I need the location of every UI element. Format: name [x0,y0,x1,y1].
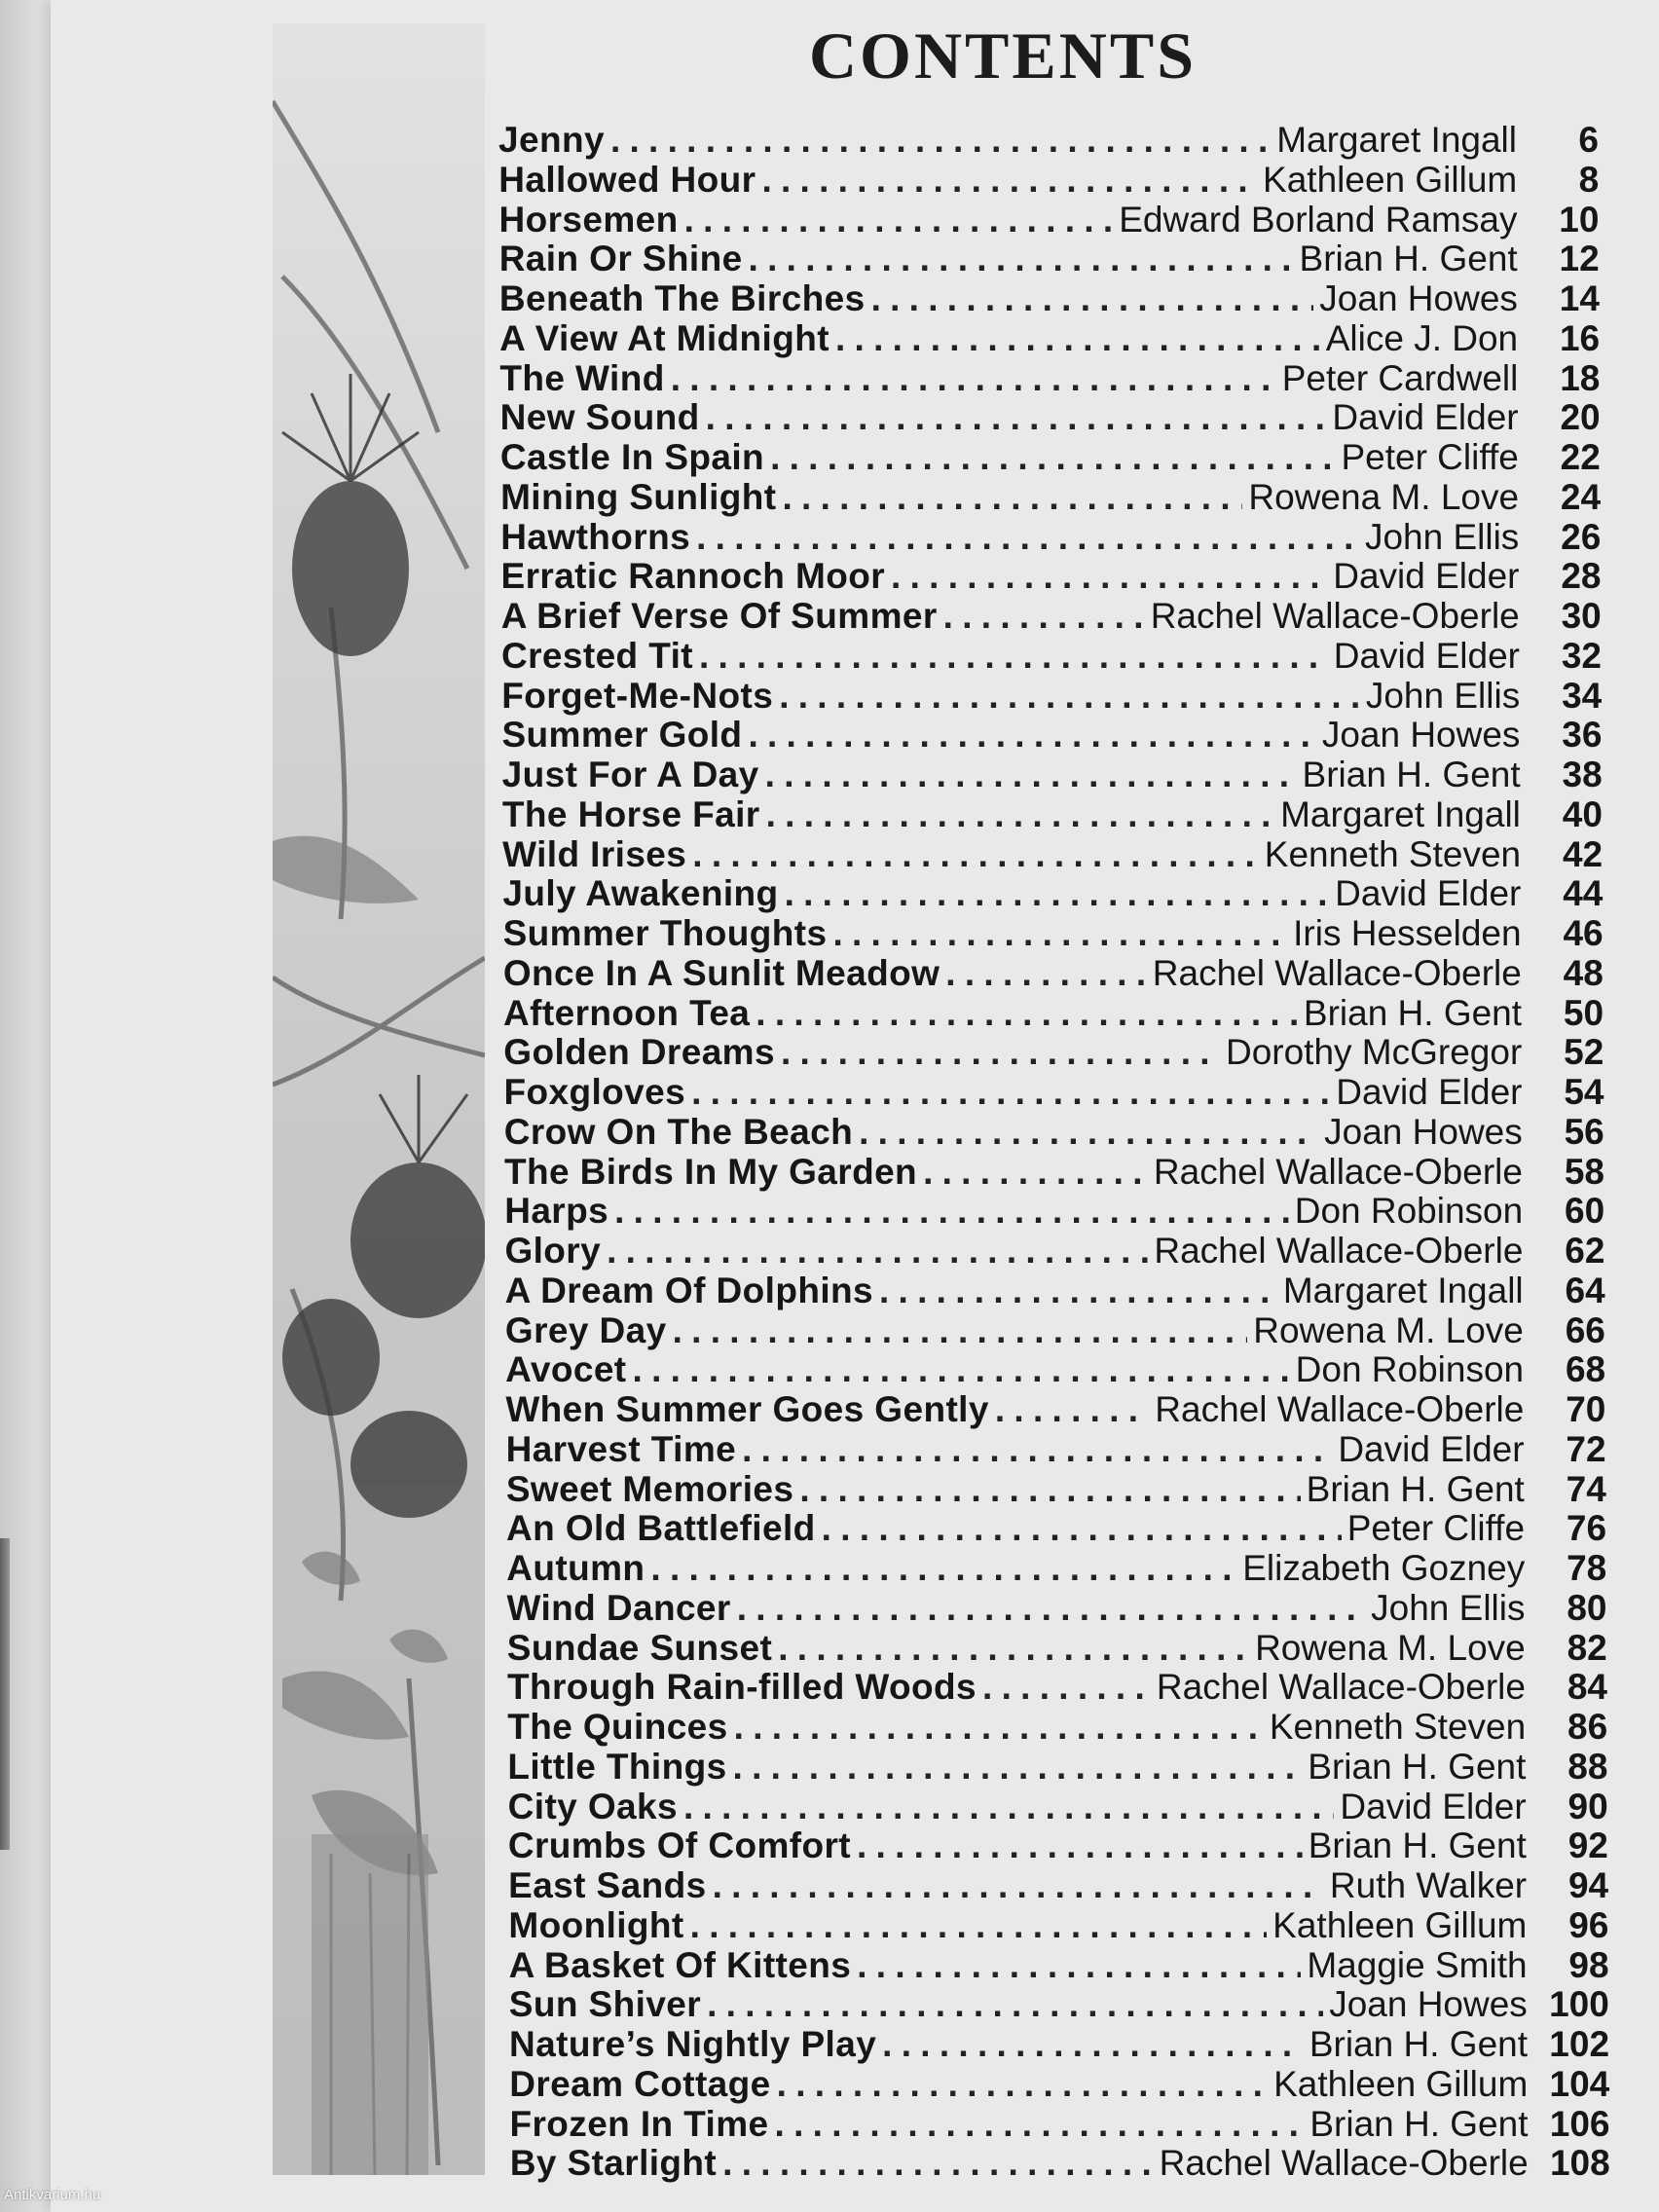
entry-title: Once In A Sunlit Meadow [502,952,940,993]
toc-entry [500,398,1601,437]
dot-leader [765,756,1297,794]
entry-title: The Horse Fair [501,793,760,834]
entry-title: An Old Battlefield [506,1508,816,1549]
dot-leader [650,1549,1236,1588]
entry-author: Alice J. Don [1325,317,1519,358]
entry-page-number: 50 [1563,992,1604,1033]
entry-title: Moonlight [508,1904,684,1945]
toc-entry [503,954,1604,993]
page-title: CONTENTS [808,18,1198,92]
dot-leader [822,1509,1342,1548]
dot-leader [733,1748,1303,1787]
dot-leader [671,359,1276,398]
entry-page-number: 30 [1561,596,1602,636]
entry-title: Castle In Spain [499,437,765,477]
toc-entry [504,1232,1604,1271]
entry-author: Kathleen Gillum [1273,2063,1529,2104]
entry-page-number: 46 [1563,913,1604,953]
dot-leader [614,1192,1289,1231]
toc-entry [502,795,1603,834]
entry-title: Rain Or Shine [498,239,743,279]
entry-author: Peter Cliffe [1341,437,1519,477]
entry-author: Rachel Wallace-Oberle [1152,952,1522,993]
entry-page-number: 92 [1567,1825,1608,1866]
entry-title: The Wind [499,357,665,398]
entry-title: Wind Dancer [506,1587,731,1628]
entry-page-number: 8 [1578,159,1600,200]
entry-title: Harvest Time [505,1428,737,1469]
entry-author: Don Robinson [1294,1191,1524,1232]
entry-author: Rachel Wallace-Oberle [1156,1667,1526,1708]
entry-title: Harps [504,1191,609,1232]
entry-author: Joan Howes [1319,278,1518,318]
toc-entry [506,1470,1606,1509]
entry-page-number: 62 [1565,1231,1605,1271]
entry-author: Kathleen Gillum [1272,1904,1528,1945]
entry-title: Summer Gold [501,715,743,756]
toc-entry [503,994,1604,1033]
dot-leader [610,121,1271,160]
dot-leader [783,478,1243,517]
entry-title: Golden Dreams [503,1032,775,1073]
entry-page-number: 22 [1560,437,1601,477]
entry-title: Through Rain-filled Woods [506,1667,977,1708]
toc-entry [504,1113,1604,1152]
dot-leader [871,279,1314,318]
entry-title: Sundae Sunset [506,1627,773,1668]
toc-entry [498,161,1599,200]
entry-page-number: 44 [1563,873,1604,914]
entry-page-number: 98 [1568,1944,1609,1985]
entry-page-number: 66 [1565,1309,1605,1350]
dot-leader [943,597,1145,636]
toc-entry [507,1708,1607,1747]
dot-leader [692,835,1259,874]
toc-entry [508,1826,1608,1865]
entry-title: Autumn [506,1548,645,1588]
dot-leader [982,1668,1151,1707]
entry-author: Kenneth Steven [1269,1707,1527,1747]
entry-title: Little Things [507,1746,727,1787]
entry-page-number: 68 [1565,1349,1606,1390]
entry-page-number: 74 [1566,1468,1606,1509]
entry-page-number: 18 [1560,357,1601,398]
toc-entry [505,1350,1605,1389]
entry-page-number: 54 [1564,1072,1604,1112]
entry-page-number: 88 [1567,1746,1608,1787]
dot-leader [690,1906,1268,1945]
entry-page-number: 72 [1566,1428,1606,1469]
entry-author: Rowena M. Love [1253,1309,1524,1350]
entry-author: Joan Howes [1329,1984,1528,2025]
toc-entry [501,597,1602,636]
entry-author: David Elder [1335,873,1522,914]
entry-author: David Elder [1338,1428,1525,1469]
entry-page-number: 28 [1561,556,1602,597]
entry-page-number: 38 [1562,755,1603,794]
toc-entry [502,835,1603,874]
entry-page-number: 76 [1566,1508,1607,1549]
entry-page-number: 108 [1549,2143,1610,2184]
entry-page-number: 52 [1564,1032,1604,1073]
dot-leader [857,1826,1303,1865]
entry-title: Dream Cottage [509,2063,771,2104]
toc-entry [498,201,1599,240]
toc-entry [505,1272,1605,1310]
entry-page-number: 100 [1549,1984,1609,2025]
entry-title: Horsemen [498,199,679,240]
dot-leader [781,1033,1220,1072]
entry-author: Rowena M. Love [1248,476,1520,517]
dot-leader [749,240,1294,278]
dot-leader [891,557,1327,596]
entry-author: Rachel Wallace-Oberle [1153,1151,1523,1192]
toc-entry [499,319,1600,358]
entry-page-number: 26 [1561,516,1602,557]
toc-entry [508,1906,1608,1945]
entry-title: July Awakening [502,873,779,914]
entry-title: Wild Irises [502,833,687,874]
entry-author: John Ellis [1364,516,1520,557]
entry-page-number: 42 [1562,833,1604,874]
entry-page-number: 36 [1562,715,1603,756]
toc-entry [510,2105,1610,2144]
entry-author: Maggie Smith [1307,1944,1528,1985]
dot-leader [691,1073,1330,1112]
toc-entry [505,1311,1605,1350]
entry-author: Rachel Wallace-Oberle [1155,1389,1525,1429]
toc-entry [501,677,1602,716]
entry-author: John Ellis [1371,1587,1526,1628]
toc-entry [504,1192,1604,1231]
entry-page-number: 24 [1560,476,1602,517]
dot-leader [756,994,1298,1033]
entry-author: Rachel Wallace-Oberle [1159,2143,1529,2184]
entry-author: David Elder [1332,397,1519,438]
entry-author: Brian H. Gent [1309,2024,1529,2064]
dot-leader [778,1629,1249,1668]
entry-page-number: 90 [1567,1786,1608,1826]
entry-title: Avocet [505,1349,627,1390]
dot-leader [713,1866,1324,1905]
dot-leader [995,1390,1149,1429]
entry-page-number: 94 [1567,1865,1609,1905]
entry-title: Just For A Day [501,755,759,794]
dot-leader [673,1311,1248,1350]
dot-leader [859,1113,1318,1152]
toc-entry [507,1668,1607,1707]
entry-title: By Starlight [509,2143,718,2184]
entry-page-number: 102 [1549,2024,1610,2064]
entry-author: David Elder [1333,556,1520,597]
toc-entry [499,279,1600,318]
dot-leader [832,914,1287,953]
entry-page-number: 20 [1560,397,1601,438]
entry-author: Brian H. Gent [1299,239,1518,279]
entry-page-number: 10 [1559,199,1600,240]
toc-entry [504,1073,1604,1112]
toc-entry [500,478,1601,517]
entry-author: Kenneth Steven [1264,833,1522,874]
entry-title: A Brief Verse Of Summer [500,596,938,636]
toc-entry [498,121,1599,160]
toc-entry [502,874,1603,913]
entry-title: A View At Midnight [499,317,830,358]
entry-author: Peter Cardwell [1281,357,1519,398]
dot-leader [683,1788,1334,1826]
entry-title: Summer Thoughts [502,913,828,953]
dot-leader [761,161,1257,200]
toc-entry [508,1788,1608,1826]
entry-title: Hallowed Hour [498,159,756,200]
entry-author: Peter Cliffe [1346,1508,1526,1549]
entry-author: Kathleen Gillum [1263,159,1518,200]
entry-author: David Elder [1336,1072,1523,1112]
entry-author: Rachel Wallace-Oberle [1154,1231,1524,1271]
entry-title: Crested Tit [500,635,693,676]
dot-leader [706,398,1327,437]
dot-leader [777,2065,1268,2104]
watermark: Antikvarium.hu [4,2187,101,2203]
toc-entry [506,1509,1606,1548]
entry-author: Joan Howes [1321,715,1521,756]
entry-page-number: 16 [1559,317,1601,358]
entry-author: Ruth Walker [1329,1865,1528,1905]
entry-author: Rachel Wallace-Oberle [1150,596,1520,636]
entry-title: The Birds In My Garden [503,1151,918,1192]
dot-leader [734,1708,1264,1747]
entry-title: Erratic Rannoch Moor [500,556,886,597]
toc-entry [499,240,1600,278]
dot-leader [770,438,1335,477]
entry-page-number: 56 [1564,1111,1604,1152]
toc-entry [502,756,1603,794]
toc-entry [510,2144,1610,2183]
entry-title: A Dream Of Dolphins [504,1270,873,1310]
toc-entry [506,1549,1606,1588]
entry-author: Joan Howes [1324,1111,1523,1152]
entry-title: Crow On The Beach [503,1111,854,1152]
entry-page-number: 64 [1565,1270,1605,1310]
entry-author: Brian H. Gent [1306,1468,1525,1509]
toc-entry [506,1430,1606,1469]
entry-page-number: 48 [1563,952,1604,993]
entry-page-number: 40 [1562,793,1603,834]
dot-leader [742,1430,1332,1469]
entry-title: Grey Day [504,1309,667,1350]
entry-title: Hawthorns [500,516,691,557]
toc-entry [507,1629,1607,1668]
dot-leader [699,637,1328,676]
entry-author: Brian H. Gent [1308,1746,1527,1787]
entry-title: Frozen In Time [509,2103,769,2144]
entry-author: Brian H. Gent [1308,1825,1527,1866]
entry-title: Nature’s Nightly Play [509,2024,877,2064]
entry-author: Brian H. Gent [1309,2103,1529,2144]
toc-entry [501,557,1602,596]
dot-leader [779,677,1360,716]
entry-author: Brian H. Gent [1302,755,1521,794]
dot-leader [684,201,1114,240]
dot-leader [879,1272,1277,1310]
entry-author: Edward Borland Ramsay [1119,199,1518,240]
entry-page-number: 78 [1567,1548,1607,1588]
entry-title: Beneath The Birches [498,278,866,318]
toc-entry [503,914,1604,953]
toc-entry [500,438,1601,477]
entry-title: Sweet Memories [505,1468,794,1509]
dot-leader [835,319,1320,358]
entry-page-number: 106 [1549,2103,1610,2144]
entry-author: Elizabeth Gozney [1242,1548,1526,1588]
entry-page-number: 58 [1564,1151,1604,1192]
entry-title: Sun Shiver [508,1984,702,2025]
entry-author: Margaret Ingall [1276,120,1517,160]
dot-leader [607,1232,1148,1271]
entry-title: Forget-Me-Nots [501,675,774,716]
toc-entry [503,1033,1604,1072]
entry-author: David Elder [1340,1786,1527,1826]
dot-leader [857,1946,1301,1985]
entry-author: Margaret Ingall [1280,793,1521,834]
entry-author: Iris Hesselden [1293,913,1522,953]
entry-page-number: 86 [1567,1707,1608,1747]
toc-entry [501,716,1602,755]
entry-author: David Elder [1333,635,1520,676]
dot-leader [775,2105,1305,2144]
toc-entry [507,1748,1607,1787]
toc-entry [501,637,1602,676]
dot-leader [748,716,1315,755]
dot-leader [766,795,1275,834]
toc-entry [509,2025,1609,2064]
toc-entry [509,2065,1609,2104]
entry-page-number: 14 [1559,278,1600,318]
entry-author: Dorothy McGregor [1225,1032,1523,1073]
entry-title: A Basket Of Kittens [508,1944,852,1985]
toc-entry [504,1153,1604,1192]
entry-title: East Sands [508,1865,707,1905]
entry-page-number: 80 [1567,1587,1607,1628]
dot-leader [799,1470,1300,1509]
entry-title: Mining Sunlight [500,476,777,517]
toc-entry [500,518,1601,557]
entry-page-number: 34 [1562,675,1603,716]
dot-leader [707,1985,1323,2024]
entry-title: Afternoon Tea [503,992,751,1033]
toc-entry [509,1985,1609,2024]
dot-leader [923,1153,1148,1192]
dot-leader [722,2144,1154,2183]
toc-entry [507,1589,1607,1628]
entry-title: City Oaks [507,1786,678,1826]
entry-title: Jenny [498,120,605,160]
entry-title: New Sound [499,397,700,438]
entry-author: Brian H. Gent [1303,992,1523,1033]
entry-author: Rowena M. Love [1255,1627,1526,1668]
entry-title: Crumbs Of Comfort [507,1825,851,1866]
entry-title: When Summer Goes Gently [505,1389,989,1429]
entry-page-number: 70 [1566,1389,1606,1429]
entry-page-number: 12 [1559,239,1600,279]
entry-author: Don Robinson [1295,1349,1525,1390]
entry-page-number: 84 [1567,1667,1607,1708]
entry-title: Glory [504,1231,602,1271]
entry-author: Margaret Ingall [1282,1270,1524,1310]
entry-page-number: 32 [1561,635,1602,676]
dot-leader [785,874,1330,913]
entry-title: The Quinces [507,1707,728,1747]
dot-leader [945,954,1147,993]
entry-author: John Ellis [1365,675,1521,716]
entry-page-number: 96 [1568,1904,1609,1945]
entry-page-number: 82 [1567,1627,1607,1668]
entry-page-number: 60 [1565,1191,1605,1232]
entry-page-number: 104 [1549,2063,1610,2104]
toc-entry [499,359,1600,398]
dot-leader [696,518,1359,557]
dot-leader [633,1350,1290,1389]
entry-title: Foxgloves [503,1072,686,1112]
dot-leader [737,1589,1365,1628]
toc-entry [508,1866,1608,1905]
dot-leader [882,2025,1304,2064]
entry-page-number: 6 [1578,120,1599,160]
toc-entry [509,1946,1609,1985]
toc-entry [505,1390,1605,1429]
